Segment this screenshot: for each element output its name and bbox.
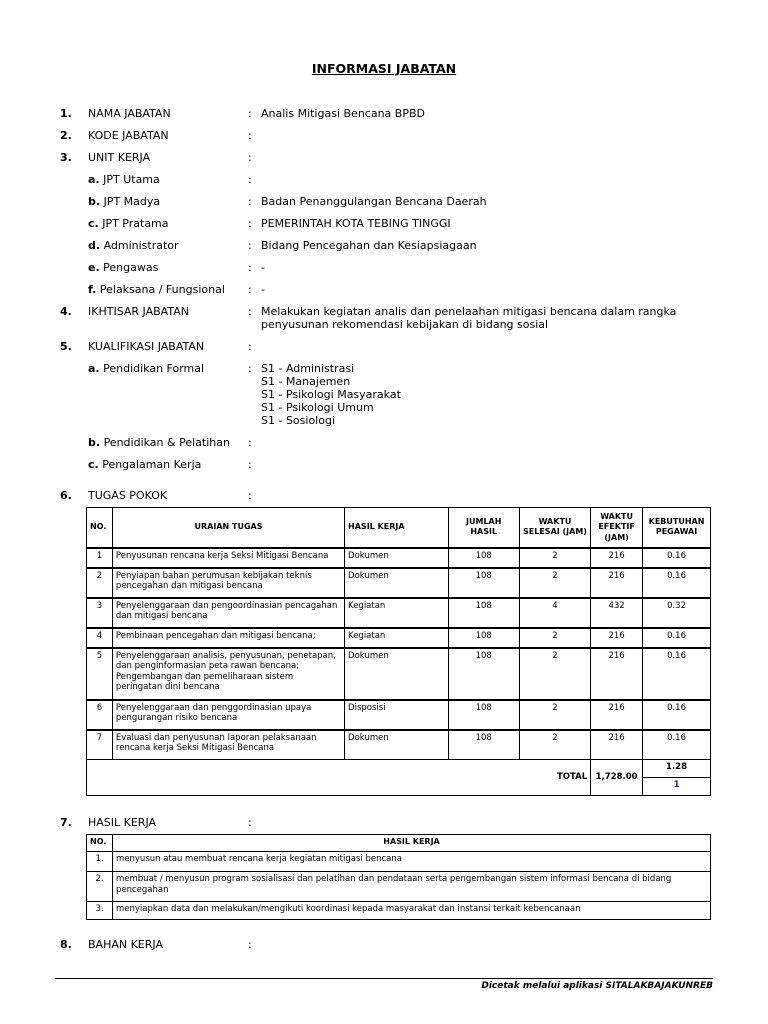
table-row [87,872,711,902]
cell-jumlah: 108 [448,628,519,648]
colon: : [248,436,252,449]
col-header-waktu-selesai: WAKTU SELESAI (JAM) [519,508,590,548]
section-label: BAHAN KERJA [88,938,163,951]
cell-jumlah: 108 [448,700,519,730]
pendidikan-item: S1 - Psikologi Masyarakat [261,388,401,401]
item-label: JPT Pratama [102,217,169,230]
cell-waktu-selesai: 4 [519,598,590,628]
cell-uraian: Evaluasi dan penyusunan laporan pelaksanaan rencana kerja Seksi Mitigasi Bencana [112,730,344,760]
cell-uraian: Penyelenggaraan dan pengoordinasian pencagahan dan mitigasi bencana [112,598,344,628]
table-row [87,700,711,730]
pendidikan-item: S1 - Manajemen [261,375,351,388]
section-number: 2. [60,129,72,142]
cell-hasil: Dokumen [345,730,449,760]
cell-uraian: Penyelenggaraan dan penggordinasian upaya pengurangan risiko bencana [112,700,344,730]
cell-kebutuhan: 0.16 [643,628,711,648]
section-value-line: Melakukan kegiatan analis dan penelaahan mitigasi bencana dalam rangka [261,305,677,318]
table-row [87,648,711,700]
item-prefix: b. [88,195,101,208]
item-value: Badan Penanggulangan Bencana Daerah [261,195,487,208]
cell-hasil-kerja: membuat / menyusun program sosialisasi dan pelatihan dan pendataan serta pengembangan sistem informasi bencana di bidang pencegahan [113,872,711,902]
col-header-waktu-efektif: WAKTU EFEKTIF (JAM) [591,508,643,548]
cell-kebutuhan: 0.16 [643,730,711,760]
item-prefix: a. [88,173,100,186]
cell-jumlah: 108 [448,648,519,700]
cell-waktu-selesai: 2 [519,648,590,700]
pendidikan-item: S1 - Psikologi Umum [261,401,374,414]
col-header-no: NO. [87,835,113,852]
cell-waktu-efektif: 216 [591,568,643,598]
cell-jumlah: 108 [448,548,519,568]
cell-hasil: Dokumen [345,568,449,598]
table-row [87,568,711,598]
item-label: Pengalaman Kerja [102,458,202,471]
colon: : [248,217,252,230]
cell-hasil-kerja: menyusun atau membuat rencana kerja kegiatan mitigasi bencana [113,852,711,872]
cell-no: 3. [87,902,113,920]
item-value: - [261,261,265,274]
table-row [87,548,711,568]
item-label: Pendidikan & Pelatihan [103,436,230,449]
cell-waktu-selesai: 2 [519,700,590,730]
cell-no: 4 [87,628,113,648]
col-header-jumlah: JUMLAH HASIL [448,508,519,548]
cell-jumlah: 108 [448,568,519,598]
colon: : [248,151,252,164]
col-header-hasil-kerja: HASIL KERJA [113,835,711,852]
cell-waktu-efektif: 216 [591,648,643,700]
cell-hasil: Dokumen [345,548,449,568]
pendidikan-item: S1 - Administrasi [261,362,355,375]
tugas-pokok-table [86,507,711,796]
cell-uraian: Penyusunan rencana kerja Seksi Mitigasi Bencana [112,548,344,568]
item-prefix: e. [88,261,100,274]
col-header-hasil: HASIL KERJA [345,508,449,548]
cell-kebutuhan: 0.16 [643,568,711,598]
section-number: 1. [60,107,72,120]
colon: : [248,489,252,502]
table-row [87,852,711,872]
item-label: JPT Madya [103,195,161,208]
item-value: Bidang Pencegahan dan Kesiapsiagaan [261,239,477,252]
cell-waktu-selesai: 2 [519,730,590,760]
cell-waktu-efektif: 216 [591,628,643,648]
section-number: 4. [60,305,72,318]
section-value: Analis Mitigasi Bencana BPBD [261,107,425,120]
cell-waktu-selesai: 2 [519,628,590,648]
cell-waktu-efektif: 216 [591,700,643,730]
cell-jumlah: 108 [448,598,519,628]
colon: : [248,340,252,353]
item-label: JPT Utama [103,173,160,186]
item-label: Pelaksana / Fungsional [99,283,225,296]
col-header-kebutuhan: KEBUTUHAN PEGAWAI [643,508,711,548]
cell-kebutuhan: 0.16 [643,648,711,700]
section-label: KODE JABATAN [88,129,169,142]
cell-kebutuhan: 0.16 [643,548,711,568]
total-efektif: 1,728.00 [591,760,643,796]
footer-print-note: Dicetak melalui aplikasi SITALAKBAJAKUNREB [481,981,713,991]
item-label: Pengawas [103,261,159,274]
item-label: Pendidikan Formal [103,362,205,375]
table-row [87,730,711,760]
colon: : [248,362,252,375]
pendidikan-item: S1 - Sosiologi [261,414,335,427]
cell-no: 6 [87,700,113,730]
section-number: 7. [60,816,72,829]
cell-kebutuhan: 0.32 [643,598,711,628]
table-row [87,628,711,648]
cell-no: 7 [87,730,113,760]
colon: : [248,239,252,252]
section-label: HASIL KERJA [88,816,157,829]
colon: : [248,816,252,829]
section-number: 3. [60,151,72,164]
cell-waktu-selesai: 2 [519,568,590,598]
colon: : [248,305,252,318]
section-label: KUALIFIKASI JABATAN [88,340,205,353]
item-label: Administrator [103,239,179,252]
item-prefix: d. [88,239,101,252]
cell-hasil: Dokumen [345,648,449,700]
footer-divider [55,978,713,979]
item-prefix: c. [88,458,99,471]
cell-waktu-efektif: 216 [591,730,643,760]
item-value: - [261,283,265,296]
cell-waktu-selesai: 2 [519,548,590,568]
cell-no: 1 [87,548,113,568]
section-label: UNIT KERJA [88,151,151,164]
colon: : [248,283,252,296]
item-prefix: f. [88,283,97,296]
colon: : [248,129,252,142]
cell-hasil: Kegiatan [345,628,449,648]
cell-waktu-efektif: 216 [591,548,643,568]
item-prefix: b. [88,436,101,449]
col-header-no: NO. [87,508,113,548]
colon: : [248,938,252,951]
cell-uraian: Pembinaan pencegahan dan mitigasi bencana; [112,628,344,648]
table-row [87,902,711,920]
total-kebutuhan: 1.28 [643,760,711,778]
section-label: NAMA JABATAN [88,107,171,120]
cell-jumlah: 108 [448,730,519,760]
cell-hasil: Kegiatan [345,598,449,628]
item-prefix: a. [88,362,100,375]
cell-waktu-efektif: 432 [591,598,643,628]
colon: : [248,173,252,186]
cell-no: 2. [87,872,113,902]
section-number: 5. [60,340,72,353]
section-value-line: penyusunan rekomendasi kebijakan di bidang sosial [261,318,549,331]
table-row [87,598,711,628]
cell-kebutuhan: 0.16 [643,700,711,730]
section-label: TUGAS POKOK [88,489,168,502]
section-number: 6. [60,489,72,502]
section-number: 8. [60,938,72,951]
cell-no: 5 [87,648,113,700]
col-header-uraian: URAIAN TUGAS [112,508,344,548]
cell-no: 2 [87,568,113,598]
cell-uraian: Penyiapan bahan perumusan kebijakan teknis pencegahan dan mitigasi bencana [112,568,344,598]
total-label: TOTAL [87,760,591,796]
colon: : [248,261,252,274]
colon: : [248,458,252,471]
colon: : [248,195,252,208]
colon: : [248,107,252,120]
cell-no: 1. [87,852,113,872]
item-value: PEMERINTAH KOTA TEBING TINGGI [261,217,451,230]
cell-hasil-kerja: menyiapkan data dan melakukan/mengikuti koordinasi kepada masyarakat dan instansi terkait kebencanaan [113,902,711,920]
cell-hasil: Disposisi [345,700,449,730]
cell-uraian: Penyelenggaraan analisis, penyusunan, penetapan, dan penginformasian peta rawan bencana; Pengembangan dan pemeliharaan sistem peringatan dini bencana [112,648,344,700]
item-prefix: c. [88,217,99,230]
section-label: IKHTISAR JABATAN [88,305,189,318]
cell-no: 3 [87,598,113,628]
document-title: INFORMASI JABATAN [311,61,457,76]
hasil-kerja-table [86,834,711,920]
total-pegawai: 1 [643,778,711,796]
